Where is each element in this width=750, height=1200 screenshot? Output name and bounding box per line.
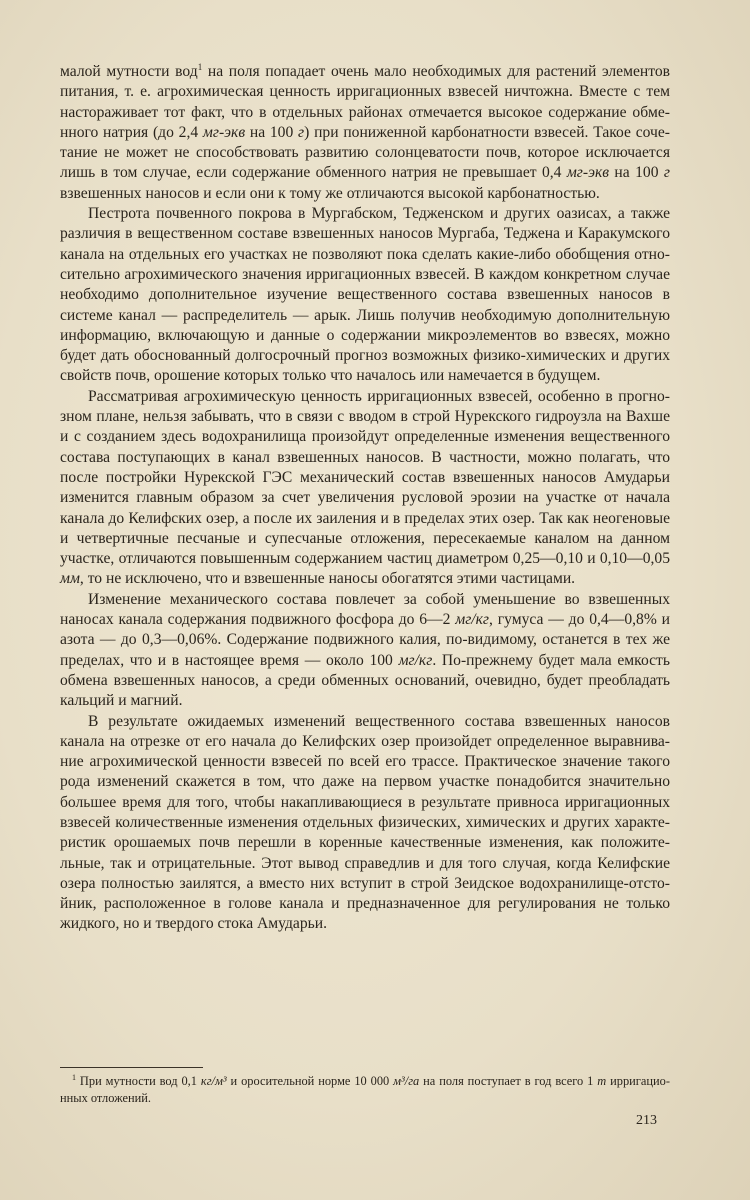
text-run: В результате ожидаемых изменений вещественного состава взвешенных наносов канала на отрезке от его начала до Келифских озер произойдет определенное выравнивание агрохимической ценности взвесей по всей его трассе. Практическое значение такого рода изменений скажется в том, что даже на первом участке понадобится значительно большее время для того, чтобы накапливающиеся в результате привноса ирригационных взвесей количественные изменения отдельных физических, химических и других характеристик орошаемых почв перешли в коренные качественные изменения, как положительные, так и отрицательные. Этот вывод справедлив и для того случая, когда Келифские озера полностью заилятся, а вместо них вступит в строй Зеидское водохранилище-отстойник, расположенное в голове канала и предназначенное для регулирования не только жидкого, но и твердого стока Амударьи.: [60, 712, 670, 933]
italic-unit: т: [597, 1074, 607, 1088]
italic-unit: мм: [60, 570, 80, 588]
paragraph: [60, 712, 670, 935]
text-run: . По-прежнему будет мала емкость обмена взвешенных наносов, а среди обменных оснований, очевидно, будет преобладать кальций и магний.: [60, 651, 670, 710]
text-run: Рассматривая агрохимическую ценность ирригационных взвесей, особенно в прогнозном плане, нельзя забывать, что в связи с вводом в строй Нурекского гидроузла на Вахше и с созданием здесь водохранилища произойдут определенные изменения вещественного состава поступающих в канал взвешенных наносов. В частности, можно полагать, что после постройки Нурекской ГЭС механический состав взвешенных наносов Амударьи изменится главным образом за счет увеличения русловой эрозии на участке от начала канала до Келифских озер, а после их заиления и в пределах этих озер. Так как неогеновые и четвертичные песчаные и супесчаные отложения, пересекаемые каналом на данном участке, отличаются повышенным содержанием частиц диаметром 0,25—0,10 и 0,10—0,05: [60, 387, 670, 568]
page-number: 213: [636, 1113, 657, 1128]
italic-unit: мг-экв: [202, 123, 246, 141]
text-run: малой мутности вод: [60, 63, 198, 80]
footnote-divider: [60, 1067, 203, 1068]
text-run: , то не исключено, что и взвешенные наносы обогатятся этими частицами.: [79, 570, 576, 588]
italic-unit: мг-экв: [566, 164, 610, 182]
paragraph: [60, 590, 670, 712]
text-run: на поля поступает в год всего 1: [419, 1074, 598, 1088]
footnote-marker: 1: [72, 1072, 76, 1082]
paragraph: [60, 387, 670, 590]
paragraph: [60, 204, 670, 387]
italic-unit: мг/кг: [398, 651, 433, 669]
footnote-marker: 1: [197, 61, 203, 72]
italic-unit: кг/м³: [200, 1074, 227, 1088]
italic-unit: м³/га: [393, 1074, 420, 1088]
text-run: на поля попадает очень мало необходимых для растений элементов питания, т. е. агрохимическая ценность ирригационных взвесей ничтожна. Вместе с тем настораживает тот факт, что в отдельных районах отмечается высокое содержание обменного натрия (до 2,4: [60, 63, 670, 141]
text-run: на 100: [609, 164, 664, 182]
italic-unit: г: [663, 164, 670, 182]
text-run: ) при пониженной карбонатности взвесей. Такое сочетание не может не способствовать развитию солонцеватости почв, которое исключается лишь в том случае, если содержание обменного натрия не превышает 0,4: [60, 123, 670, 182]
text-run: Пестрота почвенного покрова в Мургабском, Тедженском и других оазисах, а также различия в вещественном составе взвешенных наносов Мургаба, Теджена и Каракумского канала на отдельных его участках не позволяют пока сделать какие-либо обобщения относительно агрохимического значения ирригационных взвесей. В каждом конкретном случае необходимо дополнительное изучение вещественного состава взвешенных наносов в системе канал — распределитель — арык. Лишь получив необходимую дополнительную информацию, включающую и данные о содержании микроэлементов во взвесях, можно будет дать обоснованный долгосрочный прогноз возможных физико-химических и других свойств почв, орошение которых только что началось или намечается в будущем.: [60, 205, 670, 385]
text-run: , гумуса — до 0,4—0,8% и азота — до 0,3—0,06%. Содержание подвижного калия, по-видимому, останется в тех же пределах, что и в настоящее время — около 100: [60, 611, 670, 669]
footnote: [60, 1073, 670, 1107]
italic-unit: мг/кг: [455, 611, 490, 629]
body-text: [60, 62, 670, 935]
text-run: и оросительной норме 10 000: [226, 1074, 394, 1088]
paragraph: [60, 62, 670, 204]
text-run: ирригационных отложений.: [60, 1074, 670, 1105]
text-run: взвешенных наносов и если они к тому же отличаются высокой карбонатностью.: [60, 184, 600, 202]
text-run: Изменение механического состава повлечет за собой уменьшение во взвешенных наносах канала содержания подвижного фосфора до 6—2: [60, 590, 670, 629]
text-run: на 100: [245, 123, 299, 141]
text-run: При мутности вод 0,1: [76, 1074, 201, 1088]
italic-unit: г: [298, 123, 305, 141]
